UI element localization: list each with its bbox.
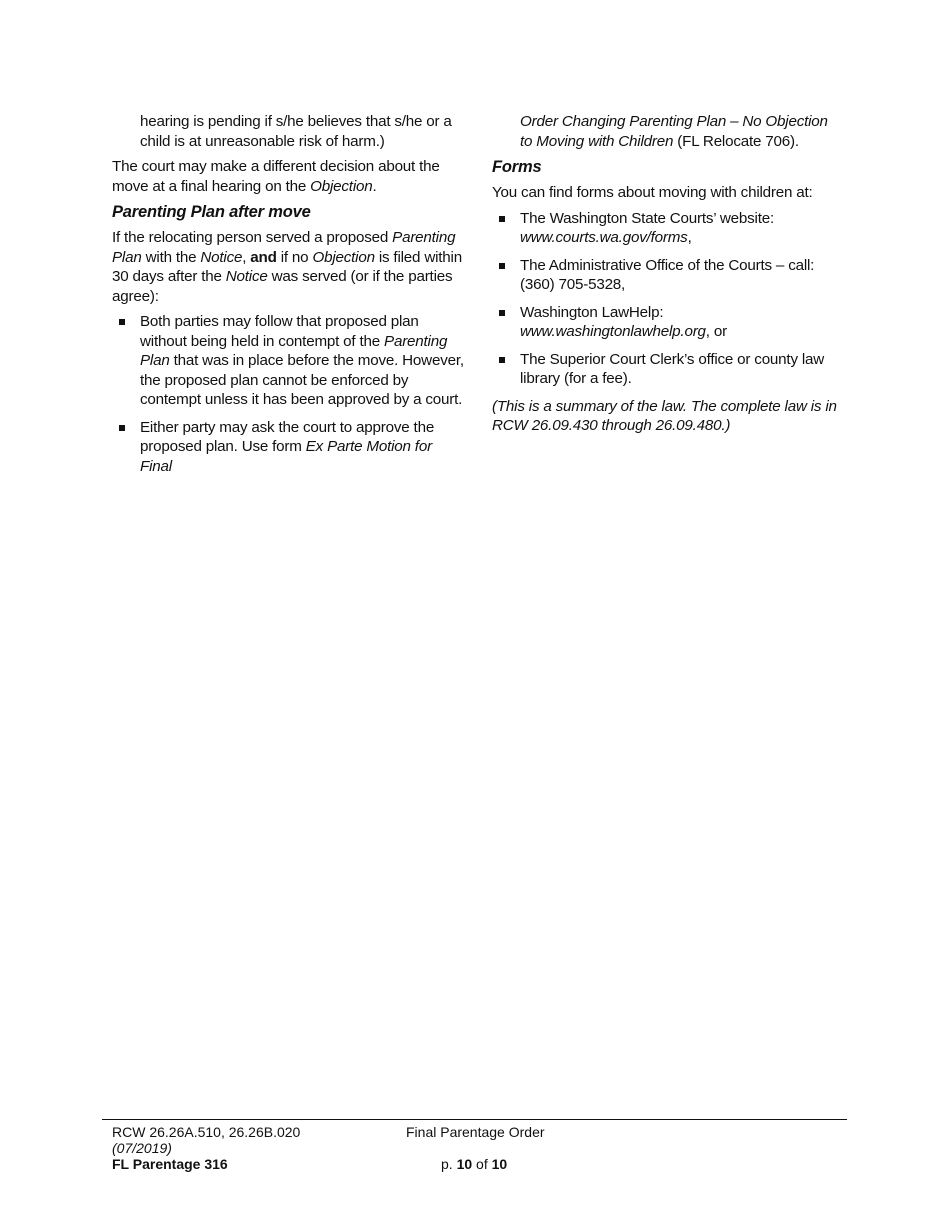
left-column [112, 112, 464, 484]
footer-page-number: p. 10 of 10 [441, 1156, 508, 1172]
square-bullet-icon [119, 319, 125, 325]
square-bullet-icon [499, 310, 505, 316]
list-item: The Administrative Office of the Courts – call: (360) 705-5328, [492, 256, 844, 295]
bullet-list-parenting-plan [112, 312, 464, 476]
continuation-text: hearing is pending if s/he believes that s/he or a child is at unreasonable risk of harm.) [140, 113, 452, 150]
square-bullet-icon [499, 263, 505, 269]
forms-intro: You can find forms about moving with children at: [492, 184, 813, 201]
list-item: Both parties may follow that proposed plan without being held in contempt of the Parenting Plan that was in place before the move. However, the proposed plan cannot be enforced by contempt unless it has been approved by a court. [112, 312, 464, 410]
footer-form-id: FL Parentage 316 [112, 1156, 228, 1172]
lawhelp-website-link: www.washingtonlawhelp.org [520, 323, 706, 340]
paragraph-final-hearing: The court may make a different decision about the move at a final hearing on the Objection. [112, 158, 440, 195]
square-bullet-icon [499, 216, 505, 222]
page-footer [102, 1119, 847, 1172]
footer-date: (07/2019) [112, 1140, 172, 1156]
paragraph-relocating-person: If the relocating person served a proposed Parenting Plan with the Notice, and if no Objection is filed within 30 days after the Notice was served (or if the parties agree): [112, 229, 462, 305]
law-summary-note: (This is a summary of the law. The complete law is in RCW 26.09.430 through 26.09.480.) [492, 397, 837, 434]
courts-website-link: www.courts.wa.gov/forms [520, 229, 688, 246]
list-item: The Superior Court Clerk’s office or county law library (for a fee). [492, 350, 844, 389]
list-item: Washington LawHelp: www.washingtonlawhelp.org, or [492, 303, 844, 342]
square-bullet-icon [499, 357, 505, 363]
right-column [492, 112, 844, 442]
footer-rcw: RCW 26.26A.510, 26.26B.020 [112, 1124, 301, 1140]
bullet-list-forms [492, 209, 844, 389]
list-item: The Washington State Courts’ website: www.courts.wa.gov/forms, [492, 209, 844, 248]
continuation-text: Order Changing Parenting Plan – No Objection to Moving with Children (FL Relocate 706). [520, 113, 828, 150]
list-item: Either party may ask the court to approve the proposed plan. Use form Ex Parte Motion for Final [112, 418, 464, 477]
heading-forms: Forms [492, 158, 542, 176]
heading-parenting-plan-after-move: Parenting Plan after move [112, 203, 311, 221]
footer-title: Final Parentage Order [406, 1124, 545, 1140]
square-bullet-icon [119, 425, 125, 431]
